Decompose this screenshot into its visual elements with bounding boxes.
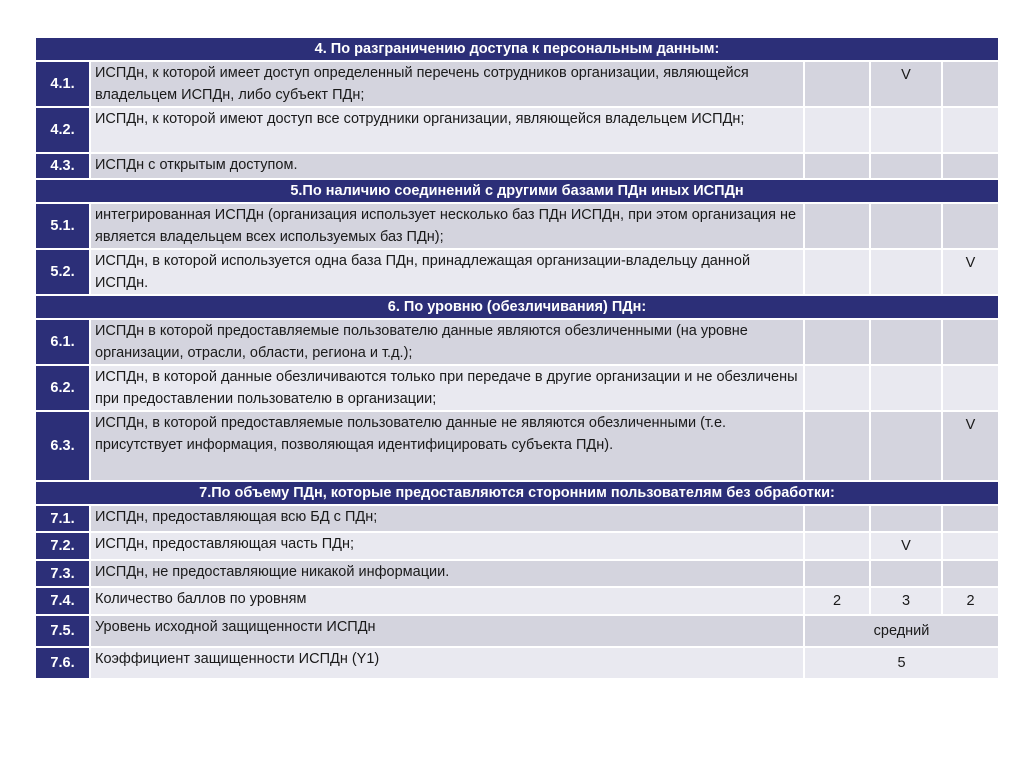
table-row — [35, 647, 999, 679]
row-text: ИСПДн, в которой предоставляемые пользователю данные не являются обезличенными (т.е. присутствует информация, позволяющая идентифицировать субъекта ПДн). — [90, 411, 804, 481]
row-number: 7.4. — [35, 587, 90, 615]
row-number: 7.1. — [35, 505, 90, 532]
score-cell-2 — [870, 203, 942, 249]
table-row — [35, 411, 999, 481]
section-header-5 — [35, 179, 999, 203]
score-cell-2: 3 — [870, 587, 942, 615]
row-text: интегрированная ИСПДн (организация использует несколько баз ПДн ИСПДн, при этом организация не является владельцем всех используемых баз ПДн); — [90, 203, 804, 249]
row-number: 4.1. — [35, 61, 90, 107]
protection-level-value: средний — [804, 615, 999, 647]
row-text: Коэффициент защищенности ИСПДн (Y1) — [90, 647, 804, 679]
table-row — [35, 249, 999, 295]
score-cell-1 — [804, 505, 870, 532]
score-cell-2 — [870, 153, 942, 179]
table-row — [35, 532, 999, 560]
protection-coefficient-value: 5 — [804, 647, 999, 679]
row-text: ИСПДн, не предоставляющие никакой информации. — [90, 560, 804, 587]
score-cell-3 — [942, 505, 999, 532]
score-cell-2: V — [870, 532, 942, 560]
score-cell-2 — [870, 411, 942, 481]
score-cell-3 — [942, 365, 999, 411]
table-row — [35, 365, 999, 411]
score-cell-2 — [870, 107, 942, 153]
table-row — [35, 107, 999, 153]
section-header-6 — [35, 295, 999, 319]
score-cell-2 — [870, 505, 942, 532]
score-cell-3 — [942, 203, 999, 249]
score-cell-3 — [942, 107, 999, 153]
score-cell-1 — [804, 107, 870, 153]
score-cell-1 — [804, 203, 870, 249]
section-title: 5.По наличию соединений с другими базами ПДн иных ИСПДн — [35, 179, 999, 203]
score-cell-1 — [804, 411, 870, 481]
row-number: 4.2. — [35, 107, 90, 153]
row-text: Количество баллов по уровням — [90, 587, 804, 615]
score-cell-2 — [870, 365, 942, 411]
row-number: 7.3. — [35, 560, 90, 587]
table-row — [35, 153, 999, 179]
table-row — [35, 319, 999, 365]
table-row — [35, 560, 999, 587]
score-cell-1 — [804, 365, 870, 411]
score-cell-3 — [942, 319, 999, 365]
score-cell-1 — [804, 249, 870, 295]
score-cell-3 — [942, 560, 999, 587]
score-cell-3: 2 — [942, 587, 999, 615]
row-number: 7.5. — [35, 615, 90, 647]
score-cell-3: V — [942, 249, 999, 295]
table-row — [35, 615, 999, 647]
row-text: ИСПДн, предоставляющая часть ПДн; — [90, 532, 804, 560]
score-cell-2: V — [870, 61, 942, 107]
row-text: ИСПДн, в которой используется одна база ПДн, принадлежащая организации-владельцу данной ИСПДн. — [90, 249, 804, 295]
section-title: 6. По уровню (обезличивания) ПДн: — [35, 295, 999, 319]
row-number: 4.3. — [35, 153, 90, 179]
score-cell-1 — [804, 532, 870, 560]
row-text: Уровень исходной защищенности ИСПДн — [90, 615, 804, 647]
score-cell-1 — [804, 61, 870, 107]
section-header-4 — [35, 37, 999, 61]
section-title: 7.По объему ПДн, которые предоставляются сторонним пользователям без обработки: — [35, 481, 999, 505]
table-row — [35, 203, 999, 249]
security-assessment-table — [34, 36, 1000, 680]
score-cell-3 — [942, 532, 999, 560]
section-header-7 — [35, 481, 999, 505]
table-row — [35, 61, 999, 107]
row-number: 5.2. — [35, 249, 90, 295]
score-cell-1 — [804, 319, 870, 365]
score-cell-1 — [804, 560, 870, 587]
score-cell-3: V — [942, 411, 999, 481]
row-number: 6.2. — [35, 365, 90, 411]
table-row — [35, 505, 999, 532]
row-text: ИСПДн, предоставляющая всю БД с ПДн; — [90, 505, 804, 532]
score-cell-3 — [942, 61, 999, 107]
score-cell-2 — [870, 249, 942, 295]
score-cell-3 — [942, 153, 999, 179]
score-cell-1 — [804, 153, 870, 179]
score-cell-2 — [870, 319, 942, 365]
row-text: ИСПДн с открытым доступом. — [90, 153, 804, 179]
row-number: 5.1. — [35, 203, 90, 249]
table-row — [35, 587, 999, 615]
row-number: 6.3. — [35, 411, 90, 481]
row-number: 7.6. — [35, 647, 90, 679]
row-text: ИСПДн, к которой имеет доступ определенный перечень сотрудников организации, являющейся владельцем ИСПДн, либо субъект ПДн; — [90, 61, 804, 107]
row-text: ИСПДн, к которой имеют доступ все сотрудники организации, являющейся владельцем ИСПДн; — [90, 107, 804, 153]
section-title: 4. По разграничению доступа к персональным данным: — [35, 37, 999, 61]
row-text: ИСПДн, в которой данные обезличиваются только при передаче в другие организации и не обезличены при предоставлении пользователю в организации; — [90, 365, 804, 411]
row-text: ИСПДн в которой предоставляемые пользователю данные являются обезличенными (на уровне организации, отрасли, области, региона и т.д.); — [90, 319, 804, 365]
score-cell-1: 2 — [804, 587, 870, 615]
score-cell-2 — [870, 560, 942, 587]
row-number: 6.1. — [35, 319, 90, 365]
row-number: 7.2. — [35, 532, 90, 560]
